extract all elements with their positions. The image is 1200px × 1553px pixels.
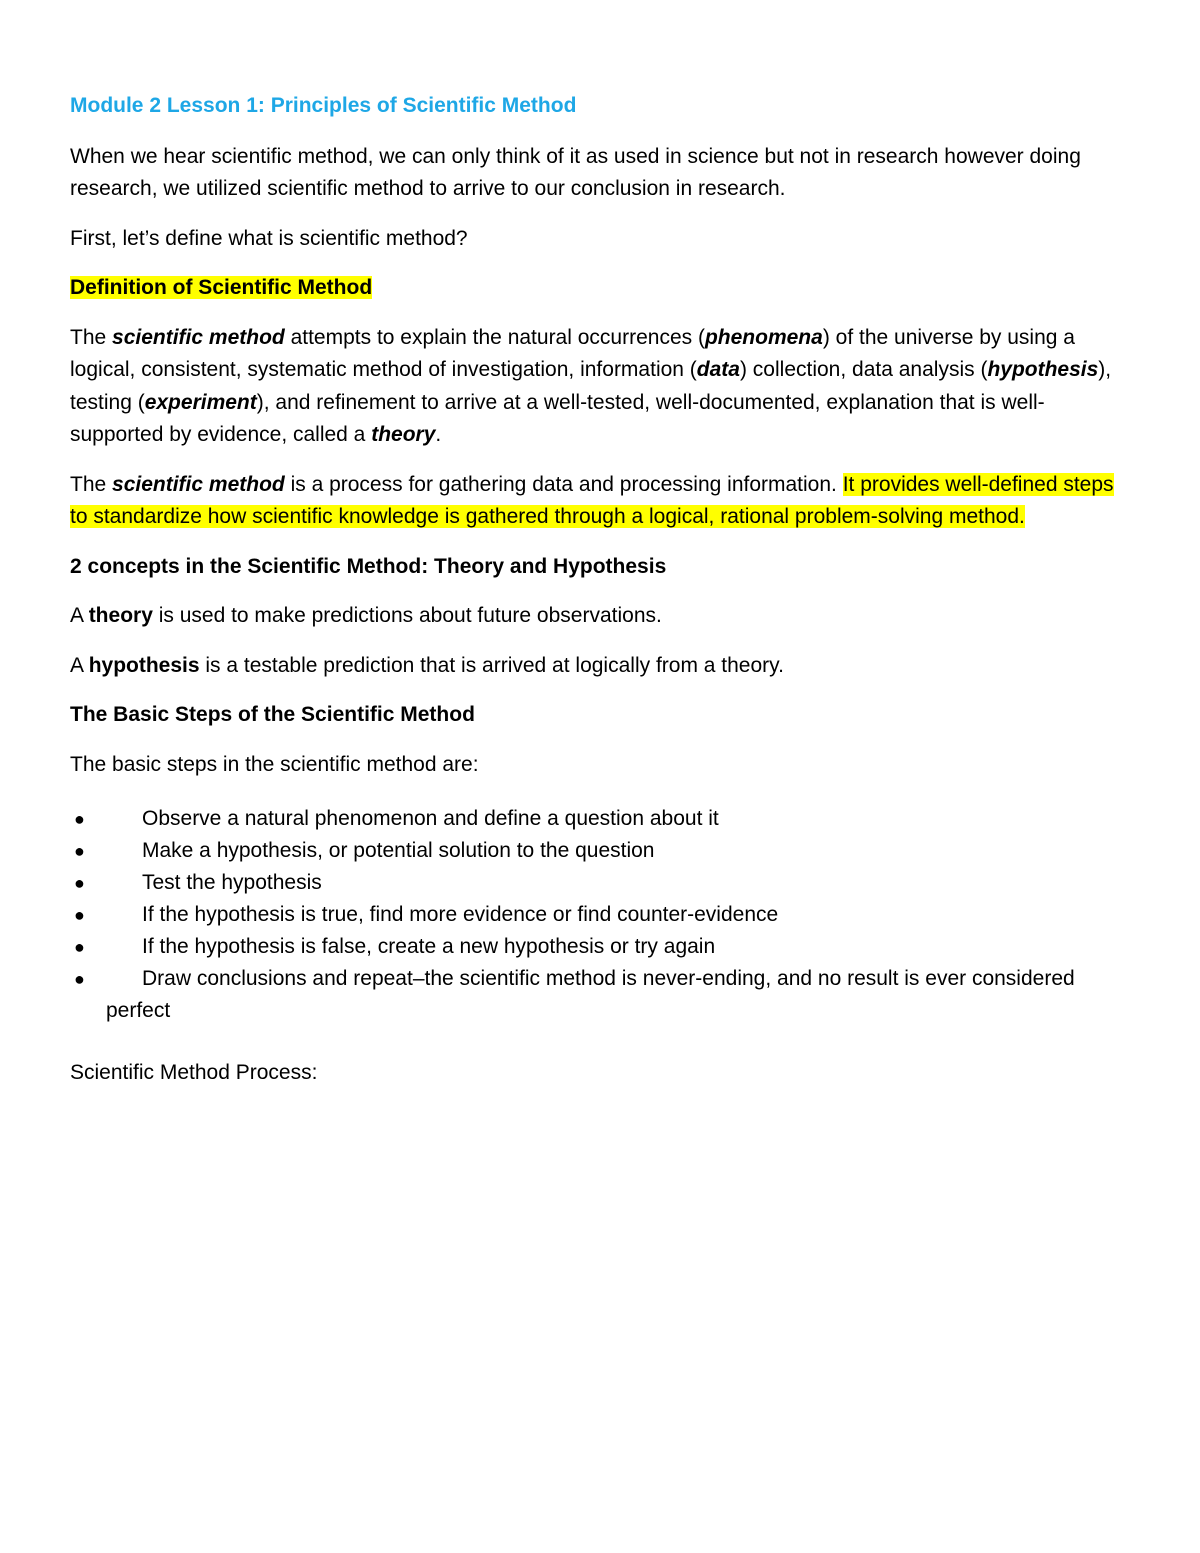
concepts-heading: 2 concepts in the Scientific Method: Theory and Hypothesis <box>70 554 667 578</box>
steps-list <box>70 803 1130 1027</box>
step-text: Make a hypothesis, or potential solution to the question <box>142 839 655 862</box>
bullet-icon: ● <box>74 905 85 925</box>
text-run: ), testing ( <box>70 358 1112 414</box>
list-item <box>70 803 1130 835</box>
process-paragraph <box>70 469 1130 534</box>
document-page <box>70 90 1130 1107</box>
term-theory: theory <box>371 423 436 446</box>
bullet-icon: ● <box>74 841 85 861</box>
bullet-icon: ● <box>74 873 85 893</box>
term-theory: theory <box>88 604 153 627</box>
theory-line <box>70 600 1130 633</box>
text-run: attempts to explain the natural occurrences ( <box>284 325 705 349</box>
step-text: Observe a natural phenomenon and define a question about it <box>142 807 719 830</box>
list-item <box>70 899 1130 931</box>
step-text: If the hypothesis is true, find more evidence or find counter-evidence <box>142 903 779 926</box>
text-run: ) collection, data analysis ( <box>739 358 988 381</box>
process-label: Scientific Method Process: <box>70 1061 318 1084</box>
text-run: . <box>435 423 442 446</box>
step-text: Draw conclusions and repeat–the scientific method is never-ending, and no result is ever considered perfect <box>106 967 1075 1022</box>
list-item <box>70 835 1130 867</box>
hypothesis-line <box>70 650 1130 683</box>
step-text: If the hypothesis is false, create a new hypothesis or try again <box>142 935 716 958</box>
term-scientific-method: scientific method <box>112 472 285 496</box>
text-run: is used to make predictions about future observations. <box>152 604 662 627</box>
text-run: The <box>70 472 113 496</box>
list-item <box>70 931 1130 963</box>
definition-heading-text: Definition of Scientific Method <box>70 276 373 299</box>
definition-paragraph <box>70 322 1130 452</box>
bullet-icon: ● <box>74 969 85 989</box>
term-experiment: experiment <box>144 390 257 414</box>
term-hypothesis: hypothesis <box>88 653 200 677</box>
intro-paragraph: When we hear scientific method, we can only think of it as used in science but not in research however doing research, we utilized scientific method to arrive to our conclusion in research. <box>70 144 1081 200</box>
term-scientific-method: scientific method <box>112 325 285 349</box>
text-run: is a process for gathering data and processing information. <box>284 472 843 496</box>
steps-heading: The Basic Steps of the Scientific Method <box>70 703 475 726</box>
page-title: Module 2 Lesson 1: Principles of Scientific Method <box>70 94 577 117</box>
term-data: data <box>696 358 740 381</box>
text-run: is a testable prediction that is arrived at logically from a theory. <box>199 653 784 677</box>
bullet-icon: ● <box>74 809 85 829</box>
list-item <box>70 867 1130 899</box>
question-paragraph: First, let’s define what is scientific method? <box>70 226 468 250</box>
text-run: ) of the universe by using a logical, consistent, systematic method of investigation, information ( <box>70 325 1075 381</box>
definition-heading <box>70 272 1130 305</box>
list-item <box>70 963 1130 1027</box>
step-text: Test the hypothesis <box>142 871 322 894</box>
text-run: A <box>70 604 89 627</box>
text-run: The <box>70 325 113 349</box>
text-run: ), and refinement to arrive at a well-tested, well-documented, explanation that is well-supported by evidence, called a <box>70 390 1045 446</box>
highlighted-text: It provides well-defined steps to standardize how scientific knowledge is gathered through a logical, rational problem-solving method. <box>70 472 1114 528</box>
term-hypothesis: hypothesis <box>987 358 1099 381</box>
bullet-icon: ● <box>74 937 85 957</box>
text-run: A <box>70 653 89 677</box>
term-phenomena: phenomena <box>704 325 823 349</box>
steps-intro: The basic steps in the scientific method are: <box>70 752 479 776</box>
